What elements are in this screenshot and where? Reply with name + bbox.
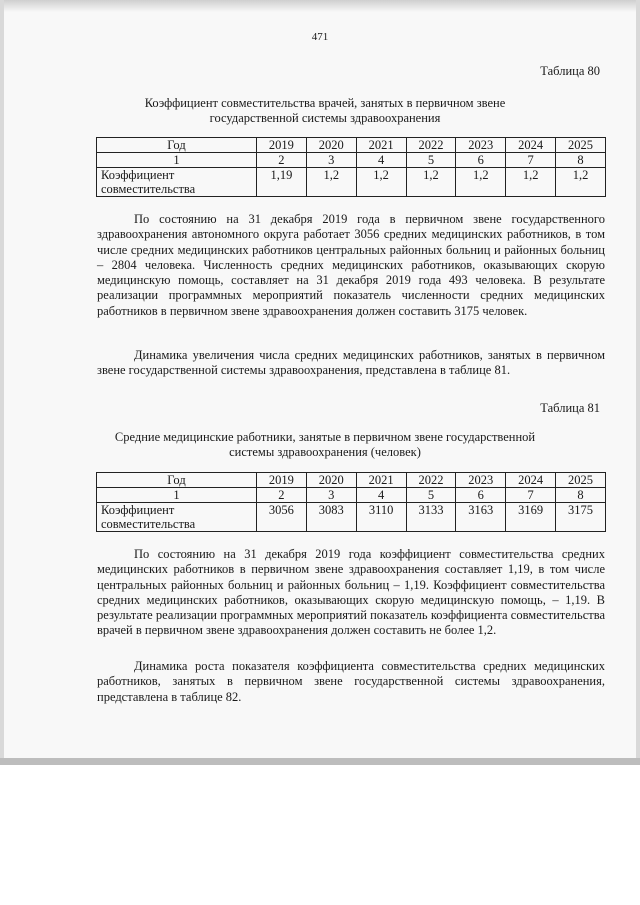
number-cell: 3 bbox=[306, 153, 356, 168]
header-cell: Год bbox=[97, 138, 257, 153]
value-cell: 3175 bbox=[556, 503, 606, 532]
table-81-caption-line2: системы здравоохранения (человек) bbox=[229, 445, 421, 459]
number-cell: 1 bbox=[97, 488, 257, 503]
value-cell: 3169 bbox=[506, 503, 556, 532]
value-cell: 1,2 bbox=[406, 168, 456, 197]
table-80-data-row bbox=[97, 168, 606, 197]
scan-edge-bottom bbox=[0, 758, 640, 765]
table-81-data-row bbox=[97, 503, 606, 532]
table-80-label: Таблица 80 bbox=[540, 64, 600, 78]
number-cell: 8 bbox=[556, 153, 606, 168]
header-cell: 2023 bbox=[456, 473, 506, 488]
table-81-caption bbox=[80, 430, 570, 460]
header-cell: 2022 bbox=[406, 138, 456, 153]
number-cell: 5 bbox=[406, 153, 456, 168]
number-cell: 4 bbox=[356, 488, 406, 503]
table-80-number-row bbox=[97, 153, 606, 168]
value-cell: 3083 bbox=[306, 503, 356, 532]
number-cell: 1 bbox=[97, 153, 257, 168]
value-cell: 3110 bbox=[356, 503, 406, 532]
row-label-line2: совместительства bbox=[101, 517, 196, 531]
table-80-header-row bbox=[97, 138, 606, 153]
header-cell: 2022 bbox=[406, 473, 456, 488]
row-label-line2: совместительства bbox=[101, 182, 196, 196]
paragraph-3: По состоянию на 31 декабря 2019 года коэффициент совместительства средних медицинских работников в первичном звене здравоохранения составляет 1,19, в том числе центральных районных больниц и районных больниц – 1,19. Коэффициент совместительства средних медицинских работников, оказывающих скорую медицинскую помощь, – 1,19. В результате реализации программных мероприятий показатель коэффициента совместительства врачей в первичном звене здравоохранения должен составить не более 1,2. bbox=[97, 547, 605, 638]
table-80-caption bbox=[90, 96, 560, 126]
value-cell: 1,2 bbox=[556, 168, 606, 197]
value-cell: 3163 bbox=[456, 503, 506, 532]
row-label bbox=[97, 168, 257, 197]
number-cell: 2 bbox=[257, 488, 307, 503]
row-label-line1: Коэффициент bbox=[101, 168, 175, 182]
table-81-label: Таблица 81 bbox=[540, 401, 600, 415]
header-cell: 2024 bbox=[506, 138, 556, 153]
table-81 bbox=[96, 472, 606, 532]
number-cell: 8 bbox=[556, 488, 606, 503]
table-80-caption-line1: Коэффициент совместительства врачей, занятых в первичном звене bbox=[144, 96, 506, 110]
value-cell: 1,2 bbox=[506, 168, 556, 197]
number-cell: 5 bbox=[406, 488, 456, 503]
scan-edge-right bbox=[636, 0, 640, 765]
header-cell: 2025 bbox=[556, 473, 606, 488]
header-cell: 2021 bbox=[356, 473, 406, 488]
header-cell: Год bbox=[97, 473, 257, 488]
page-number: 471 bbox=[311, 31, 329, 43]
row-label-line1: Коэффициент bbox=[101, 503, 175, 517]
paragraph-2: Динамика увеличения числа средних медицинских работников, занятых в первичном звене государственной системы здравоохранения, представлена в таблице 81. bbox=[97, 348, 605, 378]
scan-edge-left bbox=[0, 0, 4, 765]
value-cell: 3056 bbox=[257, 503, 307, 532]
number-cell: 6 bbox=[456, 488, 506, 503]
row-label bbox=[97, 503, 257, 532]
number-cell: 3 bbox=[306, 488, 356, 503]
header-cell: 2019 bbox=[257, 138, 307, 153]
value-cell: 1,2 bbox=[456, 168, 506, 197]
header-cell: 2019 bbox=[257, 473, 307, 488]
number-cell: 7 bbox=[506, 153, 556, 168]
table-81-header-row bbox=[97, 473, 606, 488]
scan-shadow-top bbox=[0, 0, 640, 12]
value-cell: 1,2 bbox=[306, 168, 356, 197]
header-cell: 2023 bbox=[456, 138, 506, 153]
paragraph-1: По состоянию на 31 декабря 2019 года в первичном звене государственного здравоохранения автономного округа работает 3056 средних медицинских работников, в том числе средних медицинских работников центральных районных больниц и районных больниц – 2804 человека. Численность средних медицинских работников, оказывающих скорую медицинскую помощь, составляет на 31 декабря 2019 года 493 человека. В результате реализации программных мероприятий показатель численности средних медицинских работников в первичном звене здравоохранения должен составить 3175 человек. bbox=[97, 212, 605, 318]
header-cell: 2021 bbox=[356, 138, 406, 153]
header-cell: 2020 bbox=[306, 138, 356, 153]
table-81-number-row bbox=[97, 488, 606, 503]
header-cell: 2020 bbox=[306, 473, 356, 488]
value-cell: 3133 bbox=[406, 503, 456, 532]
table-80 bbox=[96, 137, 606, 197]
table-80-caption-line2: государственной системы здравоохранения bbox=[209, 111, 441, 125]
value-cell: 1,2 bbox=[356, 168, 406, 197]
table-81-caption-line1: Средние медицинские работники, занятые в первичном звене государственной bbox=[114, 430, 536, 444]
header-cell: 2024 bbox=[506, 473, 556, 488]
header-cell: 2025 bbox=[556, 138, 606, 153]
number-cell: 7 bbox=[506, 488, 556, 503]
paragraph-4: Динамика роста показателя коэффициента совместительства средних медицинских работников, занятых в первичном звене государственной системы здравоохранения, представлена в таблице 82. bbox=[97, 659, 605, 704]
number-cell: 2 bbox=[257, 153, 307, 168]
value-cell: 1,19 bbox=[257, 168, 307, 197]
number-cell: 6 bbox=[456, 153, 506, 168]
number-cell: 4 bbox=[356, 153, 406, 168]
